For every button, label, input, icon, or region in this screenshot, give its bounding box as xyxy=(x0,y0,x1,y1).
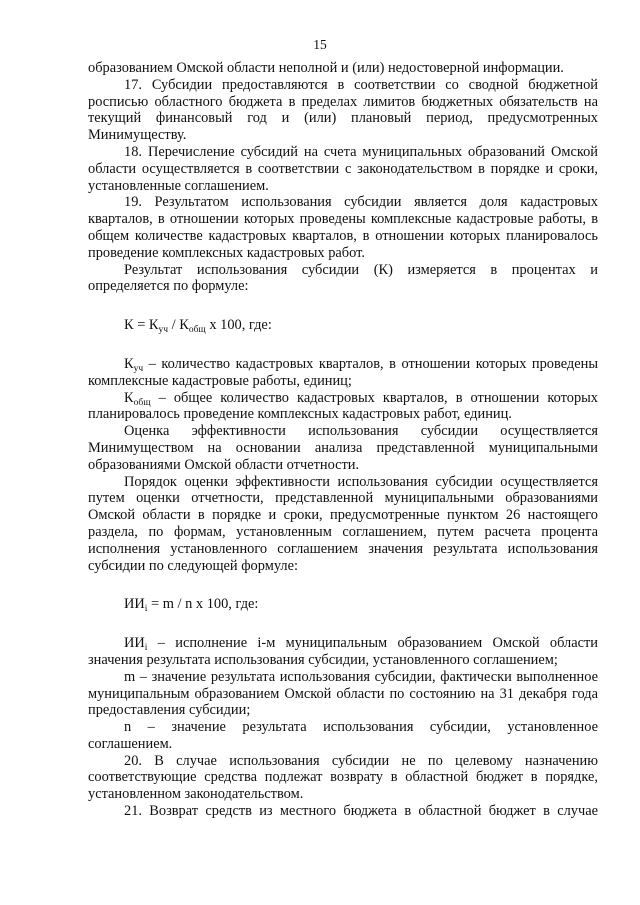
document-body xyxy=(88,60,598,820)
definition-n: n – значение результата использования субсидии, установленное соглашением. xyxy=(88,719,598,752)
paragraph-20: 20. В случае использования субсидии не по целевому назначению соответствующие средства подлежат возврату в областной бюджет в порядке, установленном законодательством. xyxy=(88,752,598,803)
spacer xyxy=(88,334,598,356)
spacer xyxy=(88,295,598,317)
paragraph-result-definition: Результат использования субсидии (К) измеряется в процентах и определяется по формуле: xyxy=(88,261,598,295)
definition-k-obsh: $К_{общ}$ – общее количество кадастровых кварталов, в отношении которых планировалось проведение комплексных кадастровых работ, единиц. xyxy=(88,389,598,423)
paragraph-18: 18. Перечисление субсидий на счета муниципальных образований Омской области осуществляется в соответствии с законодательством в порядке и сроки, установленные соглашением. xyxy=(88,143,598,194)
paragraph-evaluation-order: Порядок оценки эффективности использования субсидии осуществляется путем оценки отчетности, представленной муниципальными образованиями Омской области в порядке и сроки, предусмотренные пунктом 26 настоящего раздела, по формам, установленным соглашением, путем расчета процента исполнения установленного соглашением значения результата использования субсидии по следующей формуле: xyxy=(88,473,598,574)
paragraph-evaluation: Оценка эффективности использования субсидии осуществляется Минимуществом на основании анализа представленной муниципальными образованиями Омской области отчетности. xyxy=(88,423,598,473)
spacer xyxy=(88,574,598,596)
definition-k-uch: $К_{уч}$ – количество кадастровых кварталов, в отношении которых проведены комплексные кадастровые работы, единиц; xyxy=(88,355,598,389)
paragraph-continuation: образованием Омской области неполной и (или) недостоверной информации. xyxy=(88,60,564,76)
paragraph-17: 17. Субсидии предоставляются в соответствии со сводной бюджетной росписью областного бюджета в пределах лимитов бюджетных обязательств на текущий финансовый год и (или) плановый период, предусмотренных Минимуществу. xyxy=(88,76,598,144)
paragraph-21: 21. Возврат средств из местного бюджета в областной бюджет в случае xyxy=(124,803,598,820)
paragraph-19: 19. Результатом использования субсидии является доля кадастровых кварталов, в отношении которых проведены комплексные кадастровые работы, в общем количестве кадастровых кварталов, в отношении которых планировалось проведение комплексных кадастровых работ. xyxy=(88,194,598,261)
page-number: 15 xyxy=(313,37,327,52)
spacer xyxy=(88,613,598,635)
formula-execution: $ИИ_i = m / n$ х 100, где: xyxy=(124,596,259,615)
definition-m: m – значение результата использования субсидии, фактически выполненное муниципальным образованием Омской области по состоянию на 31 декабря года предоставления субсидии; xyxy=(88,668,598,719)
formula-result: $К = К_{уч} / К_{общ}$ х 100, где: xyxy=(124,317,272,336)
definition-ii: $ИИ_i$ – исполнение i-м муниципальным образованием Омской области значения результата использования субсидии, установленного соглашением; xyxy=(88,635,598,668)
